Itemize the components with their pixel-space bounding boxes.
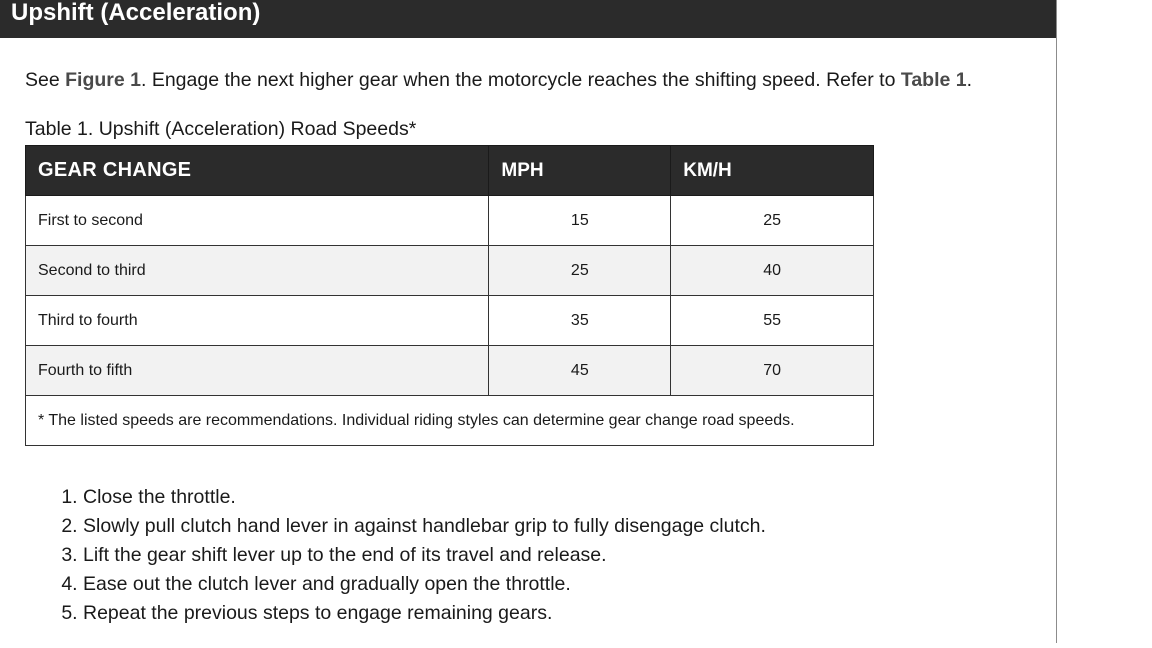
kmh-cell: 55 (671, 296, 874, 346)
mph-cell: 15 (489, 196, 671, 246)
table-link[interactable]: Table 1 (900, 69, 967, 91)
road-speeds-table (25, 145, 874, 446)
kmh-cell: 40 (671, 246, 874, 296)
table-row (26, 346, 874, 396)
step-item: 3. Lift the gear shift lever up to the end of its travel and release. (83, 541, 766, 570)
step-item: 4. Ease out the clutch lever and gradually open the throttle. (83, 570, 766, 599)
gear-change-cell: Fourth to fifth (26, 346, 489, 396)
section-title: Upshift (Acceleration) (11, 0, 261, 26)
intro-paragraph (25, 68, 972, 92)
section-header (0, 0, 1056, 38)
intro-text-middle: . Engage the next higher gear when the motorcycle reaches the shifting speed. Refer to (140, 69, 901, 91)
step-item: 5. Repeat the previous steps to engage remaining gears. (83, 599, 766, 628)
table-footnote-row (26, 396, 874, 446)
kmh-cell: 70 (671, 346, 874, 396)
kmh-cell: 25 (671, 196, 874, 246)
header-kmh: KM/H (671, 146, 874, 196)
header-gear-change: GEAR CHANGE (26, 146, 489, 196)
mph-cell: 45 (489, 346, 671, 396)
table-row (26, 246, 874, 296)
mph-cell: 25 (489, 246, 671, 296)
gear-change-cell: Third to fourth (26, 296, 489, 346)
table-row (26, 196, 874, 246)
table-footnote: * The listed speeds are recommendations. Individual riding styles can determine gear change road speeds. (26, 396, 874, 446)
intro-text-end: . (966, 69, 973, 91)
table-caption: Table 1. Upshift (Acceleration) Road Speeds* (25, 118, 417, 140)
gear-change-cell: Second to third (26, 246, 489, 296)
intro-text-start: See (25, 69, 66, 91)
figure-link[interactable]: Figure 1 (65, 69, 141, 91)
header-mph: MPH (489, 146, 671, 196)
step-item: 2. Slowly pull clutch hand lever in against handlebar grip to fully disengage clutch. (83, 512, 766, 541)
procedure-steps (55, 483, 766, 628)
mph-cell: 35 (489, 296, 671, 346)
table-row (26, 296, 874, 346)
table-header-row (26, 146, 874, 196)
step-item: 1. Close the throttle. (83, 483, 766, 512)
gear-change-cell: First to second (26, 196, 489, 246)
